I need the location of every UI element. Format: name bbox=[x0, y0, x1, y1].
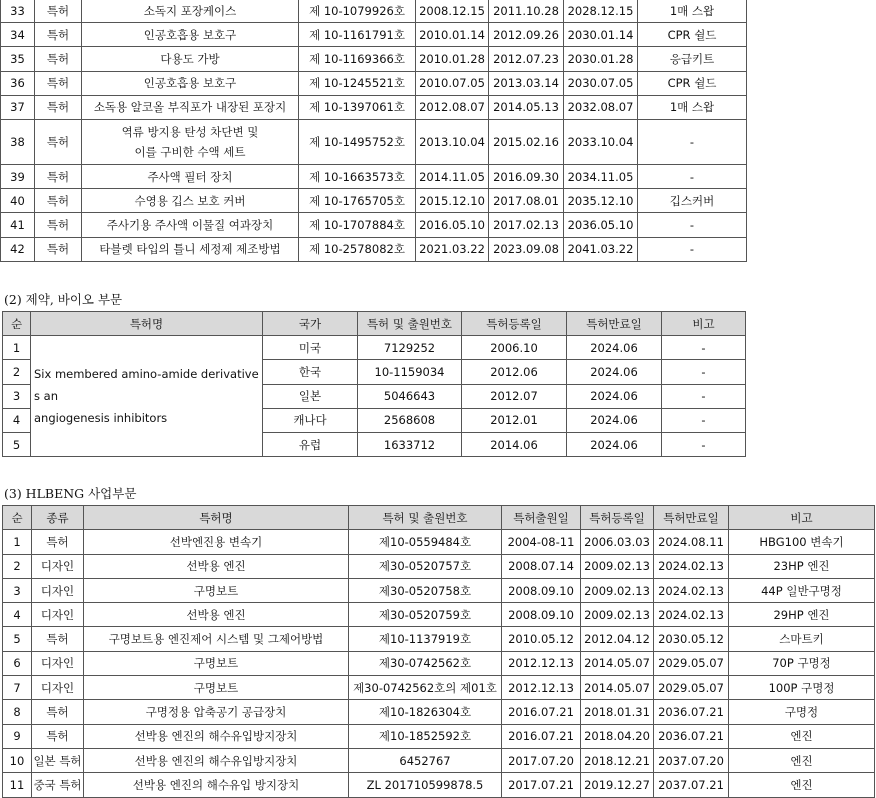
row-number: 5 bbox=[3, 432, 31, 456]
expiry-date: 2029.05.07 bbox=[654, 651, 729, 675]
column-header: 특허 및 출원번호 bbox=[358, 312, 462, 336]
registration-date: 2011.10.28 bbox=[489, 0, 564, 23]
table-header-row bbox=[3, 312, 746, 336]
patent-kind: 디자인 bbox=[32, 603, 84, 627]
patent-kind: 디자인 bbox=[32, 651, 84, 675]
patent-number: 제10-0559484호 bbox=[349, 530, 502, 554]
filing-date: 2010.07.05 bbox=[416, 71, 489, 95]
patent-name: 선박용 엔진의 해수유입 방지장치 bbox=[84, 773, 349, 797]
table-row bbox=[3, 724, 875, 748]
row-number: 33 bbox=[1, 0, 35, 23]
patent-kind: 디자인 bbox=[32, 676, 84, 700]
column-header: 비고 bbox=[662, 312, 746, 336]
filing-date: 2004-08-11 bbox=[502, 530, 581, 554]
column-header: 특허명 bbox=[84, 506, 349, 530]
filing-date: 2012.12.13 bbox=[502, 676, 581, 700]
patent-number: 6452767 bbox=[349, 748, 502, 772]
filing-date: 2017.07.21 bbox=[502, 773, 581, 797]
registration-date: 2009.02.13 bbox=[581, 603, 654, 627]
registration-date: 2023.09.08 bbox=[489, 237, 564, 261]
patent-table-medical bbox=[0, 0, 747, 262]
column-header: 특허만료일 bbox=[567, 312, 662, 336]
patent-name: 소독지 포장케이스 bbox=[82, 0, 299, 23]
patent-table-hlbeng bbox=[2, 505, 875, 798]
table-row bbox=[3, 554, 875, 578]
table-row bbox=[1, 237, 747, 261]
patent-number: 제 10-1245521호 bbox=[299, 71, 416, 95]
patent-name-line: Six membered amino-amide derivative bbox=[34, 367, 259, 382]
remark: - bbox=[638, 164, 747, 188]
filing-date: 2010.01.14 bbox=[416, 23, 489, 47]
remark: 스마트키 bbox=[729, 627, 875, 651]
patent-number: 제10-1852592호 bbox=[349, 724, 502, 748]
filing-date: 2008.07.14 bbox=[502, 554, 581, 578]
registration-date: 2014.05.07 bbox=[581, 676, 654, 700]
patent-name: 선박엔진용 변속기 bbox=[84, 530, 349, 554]
row-number: 1 bbox=[3, 530, 32, 554]
registration-date: 2018.04.20 bbox=[581, 724, 654, 748]
expiry-date: 2024.06 bbox=[567, 408, 662, 432]
table-row bbox=[3, 748, 875, 772]
patent-name-line: s an bbox=[34, 389, 58, 404]
patent-number: 제30-0742562호의 제01호 bbox=[349, 676, 502, 700]
remark: - bbox=[638, 119, 747, 164]
patent-name: 다용도 가방 bbox=[82, 47, 299, 71]
patent-number: 제10-1137919호 bbox=[349, 627, 502, 651]
patent-kind: 특허 bbox=[35, 119, 82, 164]
patent-number: 제30-0520759호 bbox=[349, 603, 502, 627]
patent-kind: 특허 bbox=[35, 95, 82, 119]
patent-kind: 특허 bbox=[35, 71, 82, 95]
table-row bbox=[3, 676, 875, 700]
table-row bbox=[3, 651, 875, 675]
remark: 엔진 bbox=[729, 724, 875, 748]
registration-date: 2019.12.27 bbox=[581, 773, 654, 797]
column-header: 순 bbox=[3, 312, 31, 336]
column-header: 특허 및 출원번호 bbox=[349, 506, 502, 530]
table-row bbox=[1, 164, 747, 188]
column-header: 종류 bbox=[32, 506, 84, 530]
filing-date: 2010.01.28 bbox=[416, 47, 489, 71]
patent-kind: 특허 bbox=[35, 237, 82, 261]
remark: 29HP 엔진 bbox=[729, 603, 875, 627]
filing-date: 2016.07.21 bbox=[502, 700, 581, 724]
table-row bbox=[1, 23, 747, 47]
patent-number: 제30-0742562호 bbox=[349, 651, 502, 675]
patent-table-pharma bbox=[2, 311, 746, 457]
filing-date: 2008.09.10 bbox=[502, 578, 581, 602]
patent-name: 수영용 깁스 보호 커버 bbox=[82, 189, 299, 213]
table-row bbox=[1, 213, 747, 237]
expiry-date: 2036.05.10 bbox=[564, 213, 638, 237]
patent-name: 선박용 엔진의 해수유입방지장치 bbox=[84, 748, 349, 772]
row-number: 34 bbox=[1, 23, 35, 47]
patent-number: 10-1159034 bbox=[358, 360, 462, 384]
remark: - bbox=[638, 213, 747, 237]
remark: - bbox=[638, 237, 747, 261]
expiry-date: 2035.12.10 bbox=[564, 189, 638, 213]
expiry-date: 2030.01.28 bbox=[564, 47, 638, 71]
table-row bbox=[3, 700, 875, 724]
table-row bbox=[3, 773, 875, 797]
patent-name: 구명보트용 엔진제어 시스템 및 그제어방법 bbox=[84, 627, 349, 651]
row-number: 39 bbox=[1, 164, 35, 188]
registration-date: 2016.09.30 bbox=[489, 164, 564, 188]
country: 유럽 bbox=[263, 432, 358, 456]
patent-number: 7129252 bbox=[358, 336, 462, 360]
remark: - bbox=[662, 408, 746, 432]
section-title-pharma: (2) 제약, 바이오 부문 bbox=[4, 292, 123, 307]
table-row bbox=[1, 47, 747, 71]
remark: 23HP 엔진 bbox=[729, 554, 875, 578]
filing-date: 2016.05.10 bbox=[416, 213, 489, 237]
patent-name: 구명보트 bbox=[84, 578, 349, 602]
filing-date: 2012.12.13 bbox=[502, 651, 581, 675]
expiry-date: 2024.06 bbox=[567, 360, 662, 384]
patent-number: 제 10-1663573호 bbox=[299, 164, 416, 188]
registration-date: 2009.02.13 bbox=[581, 554, 654, 578]
registration-date: 2013.03.14 bbox=[489, 71, 564, 95]
remark: 구명정 bbox=[729, 700, 875, 724]
row-number: 9 bbox=[3, 724, 32, 748]
remark: - bbox=[662, 336, 746, 360]
remark: CPR 쉴드 bbox=[638, 71, 747, 95]
expiry-date: 2024.08.11 bbox=[654, 530, 729, 554]
row-number: 11 bbox=[3, 773, 32, 797]
section-title-hlbeng: (3) HLBENG 사업부문 bbox=[4, 486, 137, 501]
patent-number: 제 10-1161791호 bbox=[299, 23, 416, 47]
patent-name: 인공호흡용 보호구 bbox=[82, 23, 299, 47]
remark: 1매 스왑 bbox=[638, 0, 747, 23]
patent-kind: 특허 bbox=[32, 627, 84, 651]
patent-number: 제 10-1707884호 bbox=[299, 213, 416, 237]
expiry-date: 2033.10.04 bbox=[564, 119, 638, 164]
row-number: 3 bbox=[3, 578, 32, 602]
registration-date: 2006.03.03 bbox=[581, 530, 654, 554]
remark: - bbox=[662, 360, 746, 384]
patent-name: 구명정용 압축공기 공급장치 bbox=[84, 700, 349, 724]
patent-kind: 중국 특허 bbox=[32, 773, 84, 797]
filing-date: 2016.07.21 bbox=[502, 724, 581, 748]
registration-date: 2015.02.16 bbox=[489, 119, 564, 164]
patent-number: 제30-0520757호 bbox=[349, 554, 502, 578]
remark: - bbox=[662, 384, 746, 408]
remark: - bbox=[662, 432, 746, 456]
patent-name: 인공호흡용 보호구 bbox=[82, 71, 299, 95]
country: 일본 bbox=[263, 384, 358, 408]
table-row bbox=[3, 627, 875, 651]
row-number: 6 bbox=[3, 651, 32, 675]
filing-date: 2014.11.05 bbox=[416, 164, 489, 188]
table-row bbox=[1, 95, 747, 119]
table-row bbox=[1, 189, 747, 213]
country: 한국 bbox=[263, 360, 358, 384]
row-number: 4 bbox=[3, 408, 31, 432]
row-number: 36 bbox=[1, 71, 35, 95]
registration-date: 2012.07.23 bbox=[489, 47, 564, 71]
row-number: 1 bbox=[3, 336, 31, 360]
expiry-date: 2030.01.14 bbox=[564, 23, 638, 47]
row-number: 41 bbox=[1, 213, 35, 237]
patent-kind: 특허 bbox=[35, 23, 82, 47]
expiry-date: 2030.05.12 bbox=[654, 627, 729, 651]
registration-date: 2018.01.31 bbox=[581, 700, 654, 724]
remark: 응급키트 bbox=[638, 47, 747, 71]
expiry-date: 2028.12.15 bbox=[564, 0, 638, 23]
patent-number: 제10-1826304호 bbox=[349, 700, 502, 724]
registration-date: 2012.01 bbox=[462, 408, 567, 432]
row-number: 35 bbox=[1, 47, 35, 71]
row-number: 37 bbox=[1, 95, 35, 119]
patent-number: 제 10-1079926호 bbox=[299, 0, 416, 23]
row-number: 5 bbox=[3, 627, 32, 651]
remark: 1매 스왑 bbox=[638, 95, 747, 119]
patent-kind: 특허 bbox=[35, 189, 82, 213]
patent-name bbox=[82, 119, 299, 164]
registration-date: 2009.02.13 bbox=[581, 578, 654, 602]
country: 미국 bbox=[263, 336, 358, 360]
table-row bbox=[1, 0, 747, 23]
row-number: 2 bbox=[3, 554, 32, 578]
patent-number: 제 10-1765705호 bbox=[299, 189, 416, 213]
remark: 100P 구명정 bbox=[729, 676, 875, 700]
registration-date: 2014.06 bbox=[462, 432, 567, 456]
registration-date: 2017.08.01 bbox=[489, 189, 564, 213]
patent-kind: 특허 bbox=[35, 164, 82, 188]
patent-name: 구명보트 bbox=[84, 651, 349, 675]
registration-date: 2012.07 bbox=[462, 384, 567, 408]
table-row bbox=[3, 603, 875, 627]
filing-date: 2021.03.22 bbox=[416, 237, 489, 261]
patent-name: 소독용 알코올 부직포가 내장된 포장지 bbox=[82, 95, 299, 119]
row-number: 7 bbox=[3, 676, 32, 700]
patent-name: 선박용 엔진의 해수유입방지장치 bbox=[84, 724, 349, 748]
remark: 엔진 bbox=[729, 748, 875, 772]
expiry-date: 2024.06 bbox=[567, 384, 662, 408]
registration-date: 2006.10 bbox=[462, 336, 567, 360]
registration-date: 2018.12.21 bbox=[581, 748, 654, 772]
row-number: 40 bbox=[1, 189, 35, 213]
expiry-date: 2037.07.21 bbox=[654, 773, 729, 797]
patent-number: ZL 201710599878.5 bbox=[349, 773, 502, 797]
column-header: 특허출원일 bbox=[502, 506, 581, 530]
patent-name bbox=[31, 336, 263, 457]
expiry-date: 2030.07.05 bbox=[564, 71, 638, 95]
patent-name: 타블렛 타입의 틀니 세정제 제조방법 bbox=[82, 237, 299, 261]
patent-kind: 디자인 bbox=[32, 578, 84, 602]
expiry-date: 2024.06 bbox=[567, 336, 662, 360]
patent-kind: 특허 bbox=[35, 0, 82, 23]
table-row bbox=[3, 336, 746, 360]
patent-name: 구명보트 bbox=[84, 676, 349, 700]
remark: HBG100 변속기 bbox=[729, 530, 875, 554]
remark: CPR 쉴드 bbox=[638, 23, 747, 47]
registration-date: 2014.05.13 bbox=[489, 95, 564, 119]
patent-kind: 특허 bbox=[35, 47, 82, 71]
remark: 깁스커버 bbox=[638, 189, 747, 213]
patent-number: 제 10-1397061호 bbox=[299, 95, 416, 119]
expiry-date: 2024.06 bbox=[567, 432, 662, 456]
registration-date: 2012.04.12 bbox=[581, 627, 654, 651]
expiry-date: 2036.07.21 bbox=[654, 700, 729, 724]
table-row bbox=[3, 578, 875, 602]
filing-date: 2015.12.10 bbox=[416, 189, 489, 213]
expiry-date: 2024.02.13 bbox=[654, 603, 729, 627]
registration-date: 2012.09.26 bbox=[489, 23, 564, 47]
patent-kind: 디자인 bbox=[32, 554, 84, 578]
column-header: 특허등록일 bbox=[462, 312, 567, 336]
row-number: 4 bbox=[3, 603, 32, 627]
filing-date: 2008.09.10 bbox=[502, 603, 581, 627]
patent-kind: 특허 bbox=[35, 213, 82, 237]
row-number: 2 bbox=[3, 360, 31, 384]
filing-date: 2008.12.15 bbox=[416, 0, 489, 23]
filing-date: 2010.05.12 bbox=[502, 627, 581, 651]
patent-kind: 특허 bbox=[32, 724, 84, 748]
patent-number: 제 10-1495752호 bbox=[299, 119, 416, 164]
filing-date: 2017.07.20 bbox=[502, 748, 581, 772]
filing-date: 2013.10.04 bbox=[416, 119, 489, 164]
patent-kind: 일본 특허 bbox=[32, 748, 84, 772]
expiry-date: 2032.08.07 bbox=[564, 95, 638, 119]
patent-name: 선박용 엔진 bbox=[84, 603, 349, 627]
registration-date: 2014.05.07 bbox=[581, 651, 654, 675]
patent-kind: 특허 bbox=[32, 530, 84, 554]
expiry-date: 2036.07.21 bbox=[654, 724, 729, 748]
filing-date: 2012.08.07 bbox=[416, 95, 489, 119]
column-header: 순 bbox=[3, 506, 32, 530]
patent-number: 5046643 bbox=[358, 384, 462, 408]
expiry-date: 2029.05.07 bbox=[654, 676, 729, 700]
column-header: 특허명 bbox=[31, 312, 263, 336]
country: 캐나다 bbox=[263, 408, 358, 432]
registration-date: 2017.02.13 bbox=[489, 213, 564, 237]
patent-number: 제30-0520758호 bbox=[349, 578, 502, 602]
patent-name-line: angiogenesis inhibitors bbox=[34, 411, 168, 426]
patent-number: 2568608 bbox=[358, 408, 462, 432]
patent-name-line: 역류 방지용 탄성 차단변 및 bbox=[121, 124, 259, 139]
column-header: 특허만료일 bbox=[654, 506, 729, 530]
row-number: 42 bbox=[1, 237, 35, 261]
remark: 70P 구명정 bbox=[729, 651, 875, 675]
expiry-date: 2041.03.22 bbox=[564, 237, 638, 261]
table-row bbox=[3, 530, 875, 554]
row-number: 38 bbox=[1, 119, 35, 164]
row-number: 3 bbox=[3, 384, 31, 408]
patent-name: 주사액 필터 장치 bbox=[82, 164, 299, 188]
registration-date: 2012.06 bbox=[462, 360, 567, 384]
table-row bbox=[1, 71, 747, 95]
remark: 엔진 bbox=[729, 773, 875, 797]
expiry-date: 2037.07.20 bbox=[654, 748, 729, 772]
patent-number: 제 10-1169366호 bbox=[299, 47, 416, 71]
column-header: 특허등록일 bbox=[581, 506, 654, 530]
remark: 44P 일반구명정 bbox=[729, 578, 875, 602]
patent-name-line: 이를 구비한 수액 세트 bbox=[134, 144, 246, 159]
table-row bbox=[1, 119, 747, 164]
patent-kind: 특허 bbox=[32, 700, 84, 724]
row-number: 10 bbox=[3, 748, 32, 772]
expiry-date: 2024.02.13 bbox=[654, 554, 729, 578]
table-header-row bbox=[3, 506, 875, 530]
expiry-date: 2024.02.13 bbox=[654, 578, 729, 602]
row-number: 8 bbox=[3, 700, 32, 724]
patent-number: 제 10-2578082호 bbox=[299, 237, 416, 261]
patent-name: 선박용 엔진 bbox=[84, 554, 349, 578]
column-header: 국가 bbox=[263, 312, 358, 336]
patent-number: 1633712 bbox=[358, 432, 462, 456]
patent-name: 주사기용 주사액 이물질 여과장치 bbox=[82, 213, 299, 237]
column-header: 비고 bbox=[729, 506, 875, 530]
expiry-date: 2034.11.05 bbox=[564, 164, 638, 188]
